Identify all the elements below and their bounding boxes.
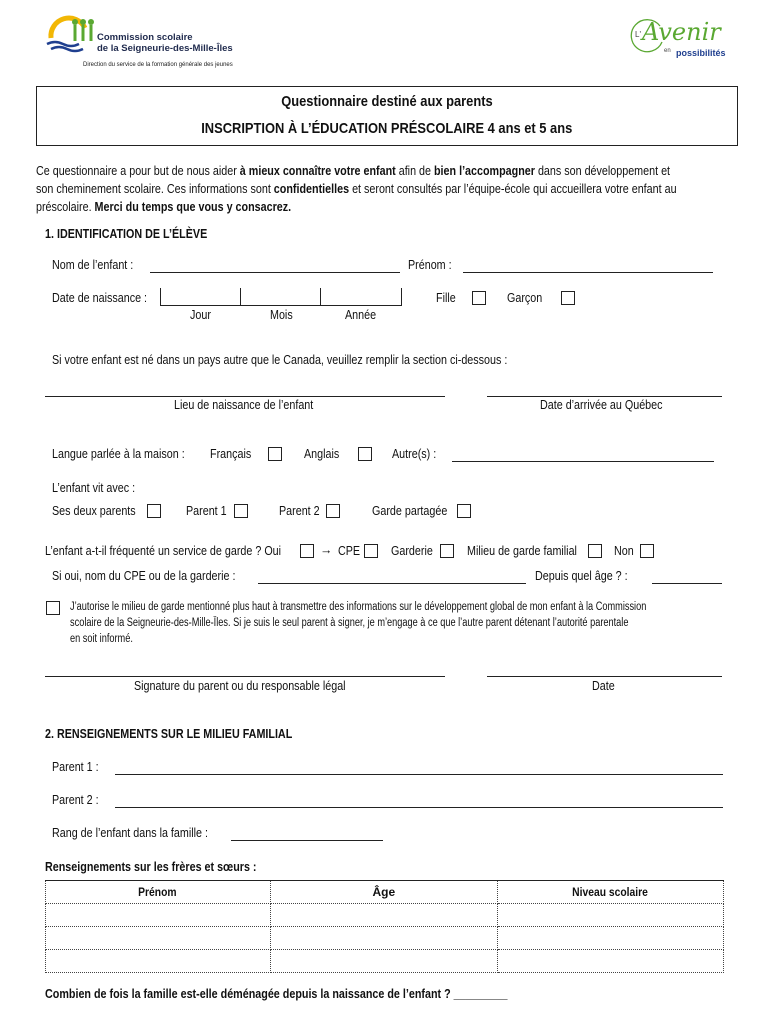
table-row[interactable] (46, 904, 724, 927)
org-name-line2: de la Seigneurie-des-Mille-Îles (97, 43, 233, 54)
parent2-info-field[interactable] (115, 807, 723, 808)
avenir-logo (630, 16, 730, 62)
francais-checkbox[interactable] (268, 447, 282, 461)
col-prenom: Prénom (138, 885, 178, 899)
authorize-checkbox[interactable] (46, 601, 60, 615)
parent1-info-field[interactable] (115, 774, 723, 775)
prenom-label: Prénom : (408, 258, 452, 272)
table-row[interactable] (46, 950, 724, 973)
fille-label: Fille (436, 291, 456, 305)
lieu-naissance-label: Lieu de naissance de l’enfant (174, 398, 314, 412)
date-arrivee-label: Date d’arrivée au Québec (540, 398, 663, 412)
vit-avec-label: L’enfant vit avec : (52, 481, 136, 495)
col-niveau: Niveau scolaire (572, 885, 649, 899)
deux-parents-label: Ses deux parents (52, 504, 136, 518)
non-label: Non (614, 544, 634, 558)
autres-field[interactable] (452, 461, 714, 462)
signature-field[interactable] (45, 676, 445, 677)
parent1-label: Parent 1 (186, 504, 227, 518)
nom-label: Nom de l’enfant : (52, 258, 134, 272)
date-arrivee-field[interactable] (487, 396, 722, 397)
milieu-familial-label: Milieu de garde familial (467, 544, 577, 558)
garde-question: L’enfant a-t-il fréquenté un service de garde ? Oui (45, 544, 282, 558)
autres-label: Autre(s) : (392, 447, 437, 461)
title-box (36, 86, 738, 146)
non-checkbox[interactable] (640, 544, 654, 558)
org-name-line1: Commission scolaire (97, 32, 193, 43)
parent2-checkbox[interactable] (326, 504, 340, 518)
garderie-checkbox[interactable] (440, 544, 454, 558)
demenage-question: Combien de fois la famille est-elle déménagée depuis la naissance de l’enfant ? _________ (45, 987, 508, 1001)
section2-title: 2. RENSEIGNEMENTS SUR LE MILIEU FAMILIAL (45, 727, 293, 741)
parent2-info-label: Parent 2 : (52, 793, 99, 807)
arrow-icon: → (320, 543, 333, 557)
date-signature-field[interactable] (487, 676, 722, 677)
parent2-label: Parent 2 (279, 504, 320, 518)
signature-label: Signature du parent ou du responsable légal (134, 679, 346, 693)
org-subtitle: Direction du service de la formation générale des jeunes (83, 62, 233, 68)
mois-label: Mois (270, 308, 293, 322)
anglais-label: Anglais (304, 447, 340, 461)
cpe-checkbox[interactable] (364, 544, 378, 558)
garde-partagee-label: Garde partagée (372, 504, 448, 518)
depuis-age-label: Depuis quel âge ? : (535, 569, 628, 583)
form-subtitle: INSCRIPTION À L’ÉDUCATION PRÉSCOLAIRE 4 ans et 5 ans (201, 120, 573, 137)
oui-checkbox[interactable] (300, 544, 314, 558)
garcon-label: Garçon (507, 291, 543, 305)
form-title: Questionnaire destiné aux parents (281, 93, 493, 110)
prenom-field[interactable] (463, 272, 713, 273)
lieu-naissance-field[interactable] (45, 396, 445, 397)
nom-cpe-label: Si oui, nom du CPE ou de la garderie : (52, 569, 236, 583)
fille-checkbox[interactable] (472, 291, 486, 305)
jour-label: Jour (190, 308, 211, 322)
cpe-label: CPE (338, 544, 361, 558)
francais-label: Français (210, 447, 252, 461)
date-label: Date (592, 679, 615, 693)
garderie-label: Garderie (391, 544, 433, 558)
born-abroad-text: Si votre enfant est né dans un pays autre que le Canada, veuillez remplir la section ci-dessous : (52, 353, 508, 367)
anglais-checkbox[interactable] (358, 447, 372, 461)
parent1-checkbox[interactable] (234, 504, 248, 518)
siblings-table (45, 880, 724, 973)
freres-title: Renseignements sur les frères et sœurs : (45, 860, 257, 874)
parent1-info-label: Parent 1 : (52, 760, 99, 774)
garcon-checkbox[interactable] (561, 291, 575, 305)
avenir-prefix: L' (635, 30, 641, 39)
org-emblem-icon (45, 14, 97, 56)
table-header-row (46, 881, 724, 904)
avenir-small: en (664, 48, 671, 54)
table-row[interactable] (46, 927, 724, 950)
rang-field[interactable] (231, 840, 383, 841)
authorize-text: J’autorise le milieu de garde mentionné plus haut à transmettre des informations sur le développement global de mon enfant à la Commission scolaire de la Seigneurie-des-Mille-Îles. Si je suis le seul parent à signer, je m’engage à ce que l’autre parent détenant l’autorité parentale en soit informé. (70, 601, 647, 645)
col-age: Âge (372, 885, 396, 899)
nom-cpe-field[interactable] (258, 583, 526, 584)
section1-title: 1. IDENTIFICATION DE L’ÉLÈVE (45, 227, 208, 241)
avenir-wordmark: Avenir (642, 18, 721, 46)
intro-paragraph: Ce questionnaire a pour but de nous aider à mieux connaître votre enfant afin de bien l’accompagner dans son développement et son cheminement scolaire. Ces informations sont confidentielles et seront consultés par l’équipe-école qui accueillera votre enfant au préscolaire. Merci du temps que vous y consacrez. (36, 164, 677, 214)
garde-partagee-checkbox[interactable] (457, 504, 471, 518)
avenir-suffix: possibilités (676, 48, 726, 58)
depuis-age-field[interactable] (652, 583, 722, 584)
org-logo (45, 14, 265, 74)
annee-label: Année (345, 308, 377, 322)
dob-label: Date de naissance : (52, 291, 148, 305)
deux-parents-checkbox[interactable] (147, 504, 161, 518)
langue-label: Langue parlée à la maison : (52, 447, 185, 461)
rang-label: Rang de l’enfant dans la famille : (52, 826, 208, 840)
dob-field[interactable] (160, 288, 402, 306)
nom-field[interactable] (150, 272, 400, 273)
milieu-familial-checkbox[interactable] (588, 544, 602, 558)
